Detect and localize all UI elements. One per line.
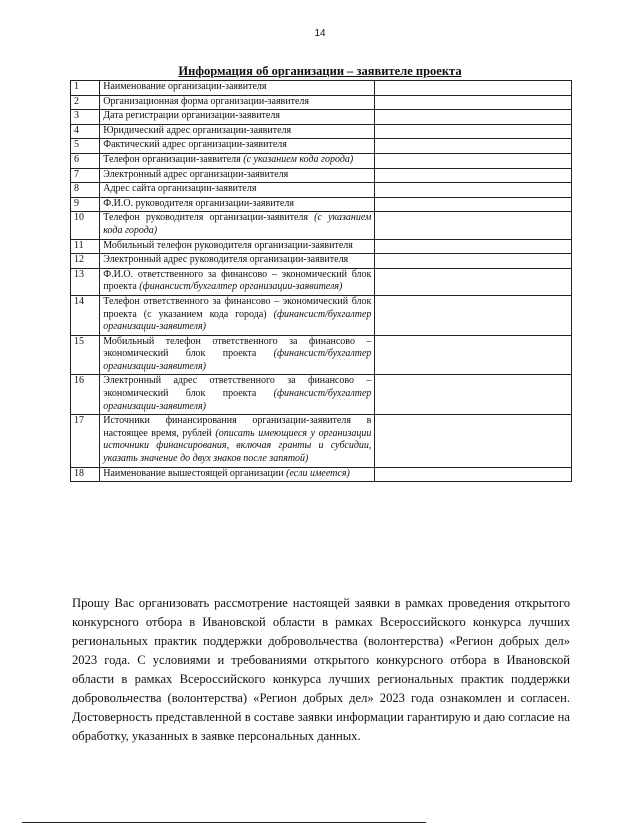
table-row xyxy=(71,254,572,269)
row-hint: (если имеется) xyxy=(286,467,350,479)
row-label: Электронный адрес руководителя организации-заявителя xyxy=(103,254,349,266)
row-label: Фактический адрес организации-заявителя xyxy=(103,139,287,151)
row-hint: (финансист/бухгалтер организации-заявителя) xyxy=(103,348,372,372)
table-body xyxy=(71,81,572,482)
row-label-cell xyxy=(100,124,375,139)
row-number: 13 xyxy=(71,268,100,295)
document-title: Информация об организации – заявителе проекта xyxy=(178,64,462,78)
table-row xyxy=(71,95,572,110)
row-number: 2 xyxy=(71,95,100,110)
row-number: 14 xyxy=(71,295,100,335)
row-label-cell xyxy=(100,139,375,154)
row-number: 5 xyxy=(71,139,100,154)
row-label-cell xyxy=(100,110,375,125)
row-label-cell xyxy=(100,415,375,467)
row-label-cell xyxy=(100,168,375,183)
table-row xyxy=(71,415,572,467)
row-label-cell xyxy=(100,268,375,295)
row-value-field[interactable] xyxy=(375,110,572,125)
row-label: Телефон руководителя организации-заявителя xyxy=(103,212,308,224)
row-value-field[interactable] xyxy=(375,239,572,254)
page-number: 14 xyxy=(314,28,326,39)
row-number: 16 xyxy=(71,375,100,415)
row-label-cell xyxy=(100,95,375,110)
row-label: Ф.И.О. руководителя организации-заявителя xyxy=(103,197,294,209)
row-label: Электронный адрес организации-заявителя xyxy=(103,168,289,180)
row-value-field[interactable] xyxy=(375,467,572,482)
row-value-field[interactable] xyxy=(375,254,572,269)
row-number: 6 xyxy=(71,153,100,168)
row-label: Дата регистрации организации-заявителя xyxy=(103,110,280,122)
row-label: Мобильный телефон руководителя организации-заявителя xyxy=(103,239,353,251)
row-label: Адрес сайта организации-заявителя xyxy=(103,183,257,195)
row-number: 4 xyxy=(71,124,100,139)
table-row xyxy=(71,239,572,254)
row-label: Источники финансирования организации-заявителя в настоящее время, рублей xyxy=(103,415,372,439)
row-label-cell xyxy=(100,183,375,198)
row-label-cell xyxy=(100,81,375,96)
table-row xyxy=(71,375,572,415)
row-value-field[interactable] xyxy=(375,295,572,335)
row-value-field[interactable] xyxy=(375,197,572,212)
row-value-field[interactable] xyxy=(375,268,572,295)
row-number: 12 xyxy=(71,254,100,269)
row-value-field[interactable] xyxy=(375,375,572,415)
row-number: 11 xyxy=(71,239,100,254)
table-row xyxy=(71,212,572,239)
row-label: Организационная форма организации-заявителя xyxy=(103,95,310,107)
row-label-cell xyxy=(100,375,375,415)
row-label-cell xyxy=(100,254,375,269)
row-hint: (с указанием кода города) xyxy=(103,212,372,236)
table-row xyxy=(71,139,572,154)
row-number: 3 xyxy=(71,110,100,125)
table-row xyxy=(71,110,572,125)
table-row xyxy=(71,467,572,482)
row-label: Наименование организации-заявителя xyxy=(103,81,267,92)
row-hint: (с указанием кода города) xyxy=(243,153,354,165)
table-row xyxy=(71,335,572,375)
row-value-field[interactable] xyxy=(375,212,572,239)
table-row xyxy=(71,168,572,183)
row-number: 1 xyxy=(71,81,100,96)
table-row xyxy=(71,268,572,295)
row-label: Телефон ответственного за финансово – экономический блок проекта (с указанием кода города) xyxy=(103,295,372,320)
row-number: 10 xyxy=(71,212,100,239)
row-number: 15 xyxy=(71,335,100,375)
table-row xyxy=(71,124,572,139)
row-value-field[interactable] xyxy=(375,415,572,467)
row-number: 18 xyxy=(71,467,100,482)
row-hint: (финансист/бухгалтер организации-заявителя) xyxy=(139,281,343,293)
row-label: Ф.И.О. ответственного за финансово – экономический блок проекта xyxy=(103,268,372,293)
table-row xyxy=(71,153,572,168)
row-hint: (финансист/бухгалтер организации-заявителя) xyxy=(103,388,372,412)
row-label: Телефон организации-заявителя xyxy=(103,153,241,165)
organization-info-table xyxy=(70,80,572,482)
row-label-cell xyxy=(100,335,375,375)
row-value-field[interactable] xyxy=(375,183,572,198)
row-label-cell xyxy=(100,153,375,168)
row-label-cell xyxy=(100,239,375,254)
row-number: 17 xyxy=(71,415,100,467)
table-row xyxy=(71,295,572,335)
row-hint: (описать имеющиеся у организации источники финансирования, включая гранты и субсидии, указать значение до двух знаков после запятой) xyxy=(103,427,372,465)
row-number: 9 xyxy=(71,197,100,212)
row-value-field[interactable] xyxy=(375,139,572,154)
table-row xyxy=(71,183,572,198)
row-number: 7 xyxy=(71,168,100,183)
closing-paragraph: Прошу Вас организовать рассмотрение настоящей заявки в рамках проведения открытого конкурсного отбора в Ивановской области в рамках Всероссийского конкурса лучших региональных практик поддержки добровольчества (волонтерства) «Регион добрых дел» 2023 года. С условиями и требованиями открытого конкурсного отбора в Ивановской области в рамках Всероссийского конкурса лучших региональных практик поддержки добровольчества (волонтерства) «Регион добрых дел» 2023 года ознакомлен и согласен. Достоверность представленной в составе заявки информации гарантирую и даю согласие на обработку, указанных в заявке персональных данных. xyxy=(72,596,570,743)
row-hint: (финансист/бухгалтер организации-заявителя) xyxy=(103,308,372,333)
row-label: Юридический адрес организации-заявителя xyxy=(103,124,292,136)
row-value-field[interactable] xyxy=(375,153,572,168)
row-value-field[interactable] xyxy=(375,168,572,183)
row-value-field[interactable] xyxy=(375,124,572,139)
table-row xyxy=(71,197,572,212)
row-number: 8 xyxy=(71,183,100,198)
row-label-cell xyxy=(100,197,375,212)
row-label: Наименование вышестоящей организации xyxy=(103,467,284,479)
row-label-cell xyxy=(100,467,375,482)
row-label-cell xyxy=(100,295,375,335)
row-label: Мобильный телефон ответственного за финансово – экономический блок проекта xyxy=(103,335,372,360)
row-label-cell xyxy=(100,212,375,239)
row-value-field[interactable] xyxy=(375,81,572,96)
row-value-field[interactable] xyxy=(375,335,572,375)
row-label: Электронный адрес ответственного за финансово – экономический блок проекта xyxy=(103,375,372,400)
row-value-field[interactable] xyxy=(375,95,572,110)
footnote-separator xyxy=(22,822,426,823)
table-row xyxy=(71,81,572,96)
